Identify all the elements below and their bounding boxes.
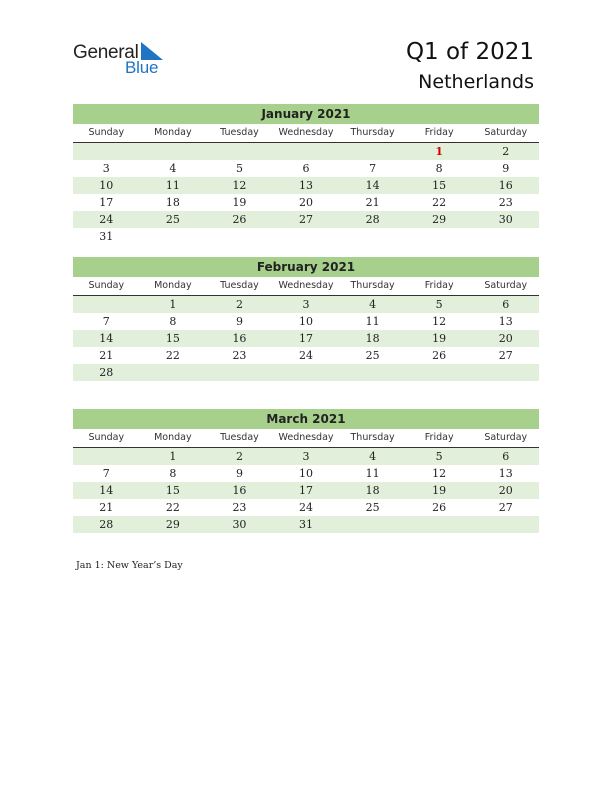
day-cell: 19 <box>432 332 447 345</box>
week-row <box>73 516 539 533</box>
weekday-label: Wednesday <box>278 432 334 443</box>
day-cell: 25 <box>165 213 180 226</box>
day-cell: 7 <box>102 467 110 480</box>
day-cell: 15 <box>165 332 180 345</box>
day-cell <box>140 143 207 160</box>
day-cell: 24 <box>299 349 314 362</box>
month-header: January 2021 <box>73 104 539 124</box>
day-cell: 26 <box>232 213 247 226</box>
weekday-label: Friday <box>424 432 454 443</box>
day-cell: 6 <box>302 162 310 175</box>
day-cell: 28 <box>365 213 380 226</box>
holiday-note: Jan 1: New Year’s Day <box>76 560 183 571</box>
day-cell: 14 <box>99 332 114 345</box>
day-cell: 21 <box>365 196 380 209</box>
weekday-label: Thursday <box>350 280 395 291</box>
day-cell <box>406 516 473 533</box>
weekday-label: Tuesday <box>220 280 259 291</box>
day-cell: 5 <box>235 162 243 175</box>
weekday-label: Saturday <box>484 127 528 138</box>
day-cell: 8 <box>169 315 177 328</box>
day-cell <box>406 228 473 245</box>
day-cell: 28 <box>99 518 114 531</box>
day-cell <box>339 143 406 160</box>
day-cell: 18 <box>165 196 180 209</box>
day-cell <box>273 228 340 245</box>
day-cell <box>273 364 340 381</box>
weekday-label: Friday <box>424 127 454 138</box>
day-cell: 7 <box>369 162 377 175</box>
day-cell: 6 <box>502 450 510 463</box>
weekday-label: Thursday <box>350 127 395 138</box>
week-row <box>73 194 539 211</box>
weekday-label: Monday <box>154 432 192 443</box>
day-cell <box>339 516 406 533</box>
day-cell: 15 <box>165 484 180 497</box>
day-cell: 10 <box>299 467 314 480</box>
weekday-label: Tuesday <box>220 432 259 443</box>
logo-text-general: General <box>73 42 139 63</box>
day-cell: 18 <box>365 484 380 497</box>
day-cell: 3 <box>302 298 310 311</box>
day-cell: 12 <box>432 467 447 480</box>
week-row <box>73 364 539 381</box>
weekday-header-row <box>73 429 539 448</box>
day-cell: 7 <box>102 315 110 328</box>
week-row <box>73 330 539 347</box>
day-cell: 13 <box>498 315 513 328</box>
day-cell: 20 <box>498 484 513 497</box>
week-row <box>73 313 539 330</box>
logo-text-blue: Blue <box>125 58 159 77</box>
holiday-day-cell: 1 <box>435 145 443 158</box>
day-cell: 13 <box>299 179 314 192</box>
day-cell <box>273 143 340 160</box>
weekday-label: Sunday <box>88 432 125 443</box>
day-cell: 20 <box>299 196 314 209</box>
day-cell: 17 <box>99 196 114 209</box>
day-cell: 9 <box>235 467 243 480</box>
month-header: February 2021 <box>73 257 539 277</box>
day-cell: 14 <box>365 179 380 192</box>
day-cell <box>206 364 273 381</box>
day-cell <box>140 364 207 381</box>
weekday-label: Sunday <box>88 127 125 138</box>
weekday-label: Friday <box>424 280 454 291</box>
day-cell: 8 <box>435 162 443 175</box>
day-cell: 5 <box>435 298 443 311</box>
day-cell: 12 <box>232 179 247 192</box>
day-cell <box>140 228 207 245</box>
weekday-label: Thursday <box>350 432 395 443</box>
day-cell: 13 <box>498 467 513 480</box>
month-february <box>73 257 539 381</box>
day-cell: 16 <box>498 179 513 192</box>
day-cell: 31 <box>299 518 314 531</box>
day-cell: 2 <box>235 450 243 463</box>
page-subtitle: Netherlands <box>418 71 534 93</box>
day-cell: 22 <box>432 196 447 209</box>
weekday-label: Wednesday <box>278 280 334 291</box>
week-row <box>73 499 539 516</box>
day-cell: 19 <box>232 196 247 209</box>
weekday-label: Saturday <box>484 432 528 443</box>
week-row <box>73 177 539 194</box>
week-row <box>73 228 539 245</box>
weekday-label: Sunday <box>88 280 125 291</box>
week-row <box>73 465 539 482</box>
day-cell: 29 <box>165 518 180 531</box>
day-cell: 25 <box>365 501 380 514</box>
day-cell <box>472 516 539 533</box>
weekday-label: Saturday <box>484 280 528 291</box>
day-cell: 29 <box>432 213 447 226</box>
week-row <box>73 211 539 228</box>
day-cell: 1 <box>169 298 177 311</box>
week-row <box>73 482 539 499</box>
day-cell: 23 <box>498 196 513 209</box>
day-cell: 2 <box>502 145 510 158</box>
day-cell: 27 <box>498 501 513 514</box>
week-row <box>73 296 539 313</box>
day-cell: 12 <box>432 315 447 328</box>
day-cell <box>73 448 140 465</box>
day-cell: 11 <box>165 179 180 192</box>
day-cell: 24 <box>299 501 314 514</box>
day-cell: 2 <box>235 298 243 311</box>
day-cell: 3 <box>102 162 110 175</box>
day-cell: 26 <box>432 349 447 362</box>
weeks <box>73 296 539 381</box>
day-cell: 28 <box>99 366 114 379</box>
day-cell <box>206 143 273 160</box>
day-cell: 9 <box>235 315 243 328</box>
weekday-header-row <box>73 124 539 143</box>
page-title: Q1 of 2021 <box>405 39 534 65</box>
day-cell: 21 <box>99 349 114 362</box>
day-cell: 4 <box>369 298 377 311</box>
day-cell: 16 <box>232 484 247 497</box>
day-cell: 19 <box>432 484 447 497</box>
day-cell: 10 <box>299 315 314 328</box>
day-cell: 11 <box>365 315 380 328</box>
weekday-label: Monday <box>154 127 192 138</box>
weekday-header-row <box>73 277 539 296</box>
weeks <box>73 448 539 533</box>
week-row <box>73 160 539 177</box>
day-cell: 16 <box>232 332 247 345</box>
weekday-label: Tuesday <box>220 127 259 138</box>
day-cell: 8 <box>169 467 177 480</box>
day-cell: 5 <box>435 450 443 463</box>
weekday-label: Monday <box>154 280 192 291</box>
day-cell: 22 <box>165 349 180 362</box>
day-cell: 25 <box>365 349 380 362</box>
day-cell <box>406 364 473 381</box>
day-cell: 24 <box>99 213 114 226</box>
week-row <box>73 143 539 160</box>
day-cell <box>206 228 273 245</box>
day-cell <box>73 143 140 160</box>
day-cell: 6 <box>502 298 510 311</box>
day-cell: 26 <box>432 501 447 514</box>
month-header: March 2021 <box>73 409 539 429</box>
day-cell: 31 <box>99 230 114 243</box>
day-cell: 18 <box>365 332 380 345</box>
day-cell: 3 <box>302 450 310 463</box>
day-cell: 30 <box>498 213 513 226</box>
day-cell <box>472 364 539 381</box>
day-cell: 21 <box>99 501 114 514</box>
day-cell: 17 <box>299 332 314 345</box>
month-march <box>73 409 539 533</box>
day-cell: 17 <box>299 484 314 497</box>
weeks <box>73 143 539 245</box>
day-cell <box>339 364 406 381</box>
day-cell: 1 <box>169 450 177 463</box>
day-cell <box>339 228 406 245</box>
day-cell: 9 <box>502 162 510 175</box>
month-january <box>73 104 539 245</box>
logo <box>73 42 173 78</box>
day-cell: 15 <box>432 179 447 192</box>
day-cell: 4 <box>369 450 377 463</box>
week-row <box>73 347 539 364</box>
day-cell: 14 <box>99 484 114 497</box>
day-cell: 27 <box>498 349 513 362</box>
day-cell: 4 <box>169 162 177 175</box>
day-cell <box>472 228 539 245</box>
day-cell: 30 <box>232 518 247 531</box>
day-cell: 22 <box>165 501 180 514</box>
day-cell: 23 <box>232 501 247 514</box>
day-cell <box>73 296 140 313</box>
weekday-label: Wednesday <box>278 127 334 138</box>
day-cell: 27 <box>299 213 314 226</box>
week-row <box>73 448 539 465</box>
day-cell: 20 <box>498 332 513 345</box>
day-cell: 11 <box>365 467 380 480</box>
day-cell: 10 <box>99 179 114 192</box>
day-cell: 23 <box>232 349 247 362</box>
